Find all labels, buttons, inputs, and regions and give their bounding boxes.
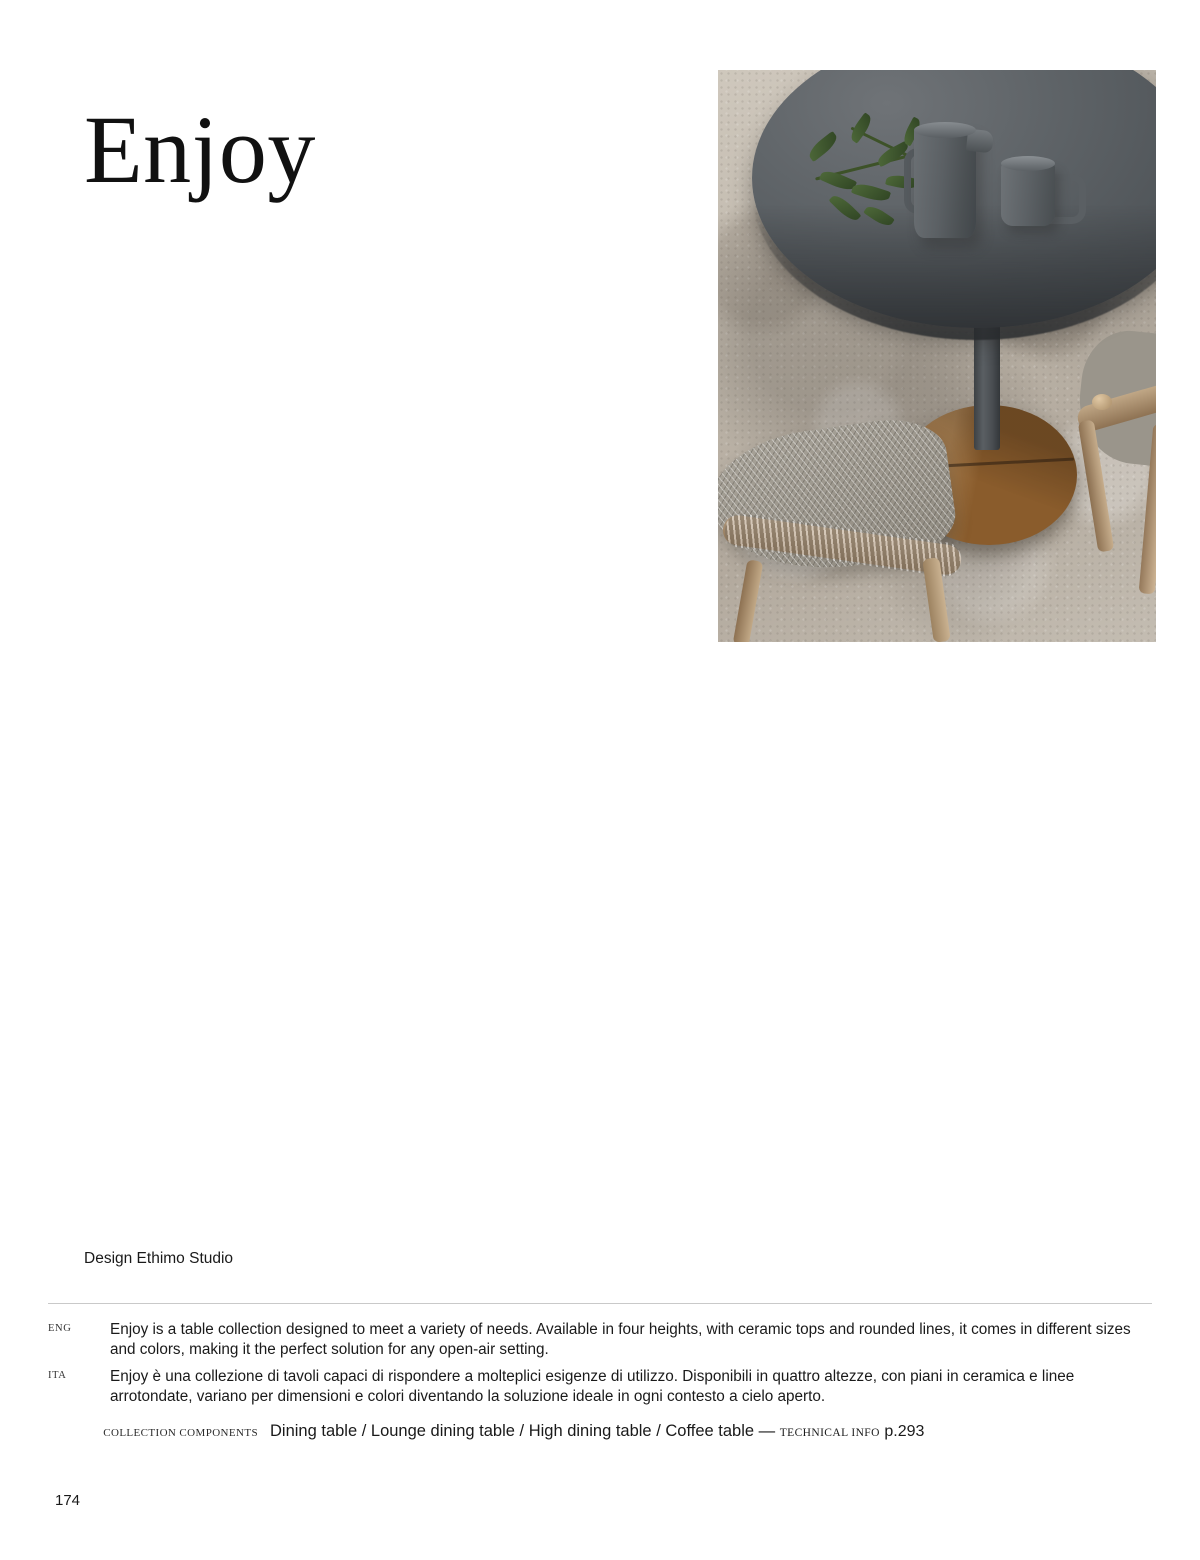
- hero-image: [718, 70, 1156, 642]
- collection-components: [48, 1422, 1152, 1441]
- pitcher-rim: [914, 122, 976, 138]
- collection-components-label: COLLECTION COMPONENTS: [103, 1427, 258, 1439]
- chair-right-cap: [1092, 394, 1112, 410]
- chair-left-leg-front: [733, 559, 764, 642]
- chair-right: [1070, 332, 1156, 642]
- language-tag-eng: ENG: [48, 1323, 72, 1334]
- technical-info-page[interactable]: p.293: [884, 1423, 925, 1440]
- mug-rim: [1001, 156, 1055, 171]
- chair-left: [718, 410, 970, 642]
- mug-body: [1001, 162, 1055, 226]
- description-row-ita: [48, 1367, 1152, 1408]
- technical-info-label: TECHNICAL INFO: [779, 1427, 880, 1439]
- description-row-eng: [48, 1320, 1152, 1361]
- description-block: [48, 1320, 1152, 1413]
- description-text-ita: Enjoy è una collezione di tavoli capaci di rispondere a molteplici esigenze di utilizzo. Disponibili in quattro altezze, con piani in ceramica e linee arrotondate, variano per dimensioni e colori diventando la soluzione ideale in ogni contesto a cielo aperto.: [110, 1367, 1075, 1406]
- divider: [48, 1303, 1152, 1304]
- collection-components-list: Dining table / Lounge dining table / High dining table / Coffee table —: [270, 1422, 776, 1440]
- language-tag-ita: ITA: [48, 1369, 67, 1381]
- page-number: 174: [55, 1492, 81, 1509]
- hero-scene: [718, 70, 1156, 642]
- collection-components-value: [270, 1422, 924, 1441]
- page-title: Enjoy: [84, 96, 316, 204]
- description-text-eng: Enjoy is a table collection designed to meet a variety of needs. Available in four heights, with ceramic tops and rounded lines, it comes in different sizes and colors, making it the perfect solution for any open-air setting.: [110, 1321, 1131, 1359]
- designer-credit: Design Ethimo Studio: [84, 1250, 234, 1267]
